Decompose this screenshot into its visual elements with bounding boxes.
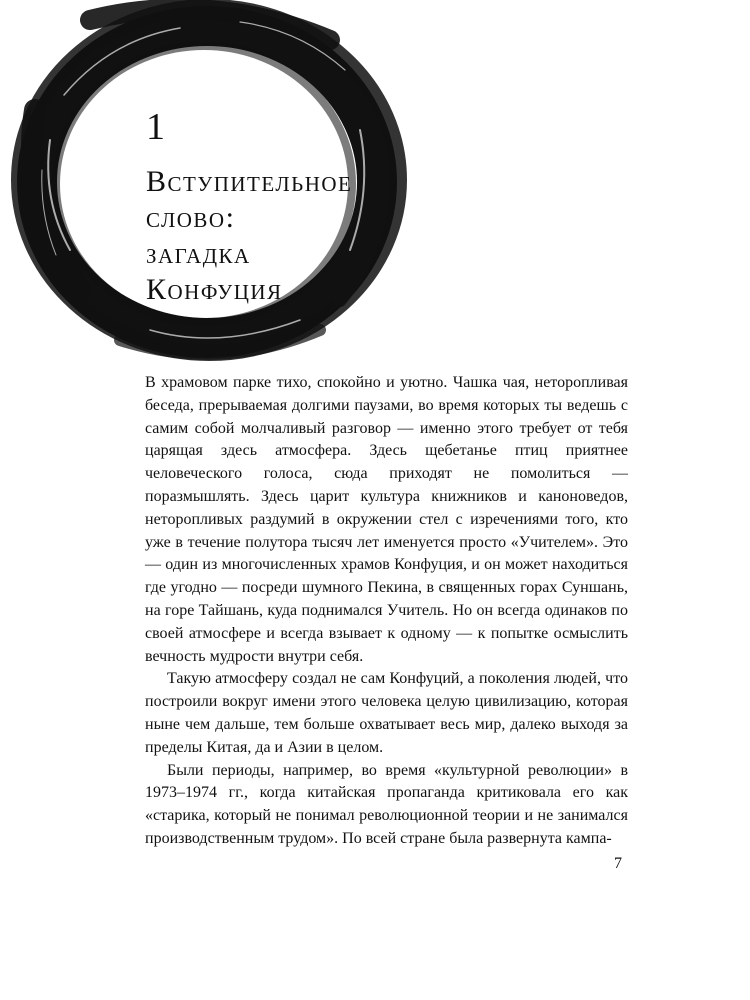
chapter-title-line: загадка xyxy=(146,237,251,270)
chapter-number: 1 xyxy=(146,106,165,148)
paragraph: В храмовом парке тихо, спокойно и уютно. Чашка чая, неторопливая беседа, прерываемая долгими паузами, во время которых ты ведешь с самим собой молчаливый разговор — именно этого требует от тебя царящая здесь атмосфера. Здесь щебетанье птиц приятнее человеческого голоса, сюда приходят не помолиться — поразмышлять. Здесь царит культура книжников и каноноведов, неторопливых раздумий в окружении стел с изречениями того, кто уже в течение полутора тысяч лет именуется просто «Учителем». Это — один из многочисленных храмов Конфуция, и он может находиться где угодно — посреди шумного Пекина, в священных горах Суншань, на горе Тайшань, куда поднимался Учитель. Но он всегда одинаков по своей атмосфере и всегда взывает к одному — к попытке осмыслить вечность мудрости внутри себя. xyxy=(145,374,628,665)
chapter-title xyxy=(146,164,446,308)
chapter-title-line: Конфуция xyxy=(146,273,283,306)
chapter-title-line: Вступительное xyxy=(146,165,353,198)
page-number: 7 xyxy=(614,855,622,872)
paragraph: Были периоды, например, во время «культурной революции» в 1973–1974 гг., когда китайская пропаганда критиковала его как «старика, который не понимал революционной теории и не занимался производственным трудом». По всей стране была развернута кампа- xyxy=(145,761,628,847)
chapter-title-line: слово: xyxy=(146,201,236,234)
body-text xyxy=(145,372,628,851)
paragraph: Такую атмосферу создал не сам Конфуций, а поколения людей, что построили вокруг имени этого человека целую цивилизацию, которая ныне чем дальше, тем больше охватывает весь мир, далеко выходя за пределы Китая, да и Азии в целом. xyxy=(145,670,628,756)
